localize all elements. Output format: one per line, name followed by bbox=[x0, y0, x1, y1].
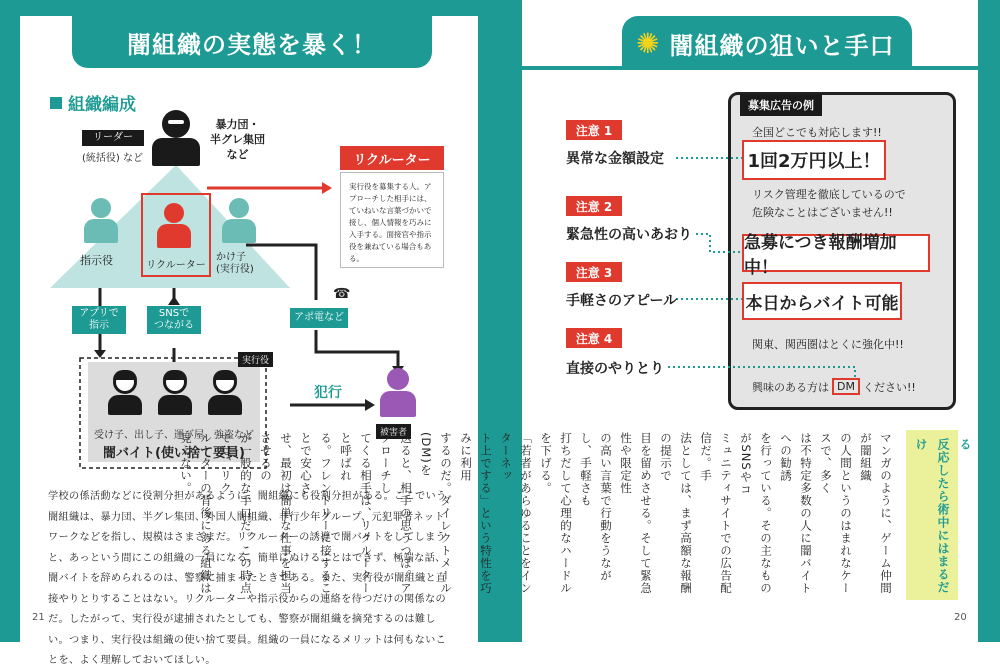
caution-text-3: 手軽さのアピール bbox=[566, 293, 678, 309]
left-body-text: 学校の係活動などに役割分担があるように、闇組織にも役割分担がある。ここでいう闇組織は、暴力団、半グレ集団、外国人闇組織、非行少年グループ、元犯罪者ネットワークなどを指し、規模はさまざまだ。リクルーターの誘導で闇バイトをしてしまうと、あっという間にこの組織の一員になる。簡単にぬけることはできず、極端な話、闇バイトを辞められるのは、警察に捕まったときである。また、実行役が闇組織と直接やりとりすることはない。リクルーターや指示役からの連絡を待つだけの関係なのだ。したがって、実行役が逮捕されたとしても、警察が闇組織を摘発するのは難しい。つまり、実行役は組織の使い捨て要員。組織の一員になるメリットは何もないことを、よく理解しておいてほしい。 bbox=[48, 491, 447, 666]
right-body-text: マンガのように、ゲーム仲間が闇組織 の人間というのはまれなケースで、多く は不特定多数の人に闇バイトへの勧誘 を行っている。その主なものがSNSやコ ミュニティサイトでの広告配信だ。手 法としては、まず高額な報酬の提示で 目を留めさせる。そして緊急性や限定性 の高い言葉で行動をうながし、手軽さも 打ちだして心理的なハードルを下げる。 「若者があらゆることをインターネッ ト上でする」という特性を巧みに利用 するのだ。ダイレクトメール(DM)を 送ると、相手の思うつぼ。アプローチし てくる相手は、リクルーターと呼ばれ る。フレンドリーに接することで安心さ せ、最初は簡単な仕事を担当させるの が一般的な手口だ。この時点では、リク ルーターの背後にある組織は見えない。 bbox=[179, 432, 893, 595]
left-page-title: 闇組織の実態を暴く！ bbox=[127, 30, 377, 59]
caution-text-2: 緊急性の高いあおり bbox=[566, 227, 692, 243]
dm-label: DM bbox=[832, 378, 860, 395]
left-page-number: 21 bbox=[32, 612, 45, 623]
director-label: 指示役 bbox=[80, 254, 113, 267]
caution-text-4: 直接のやりとり bbox=[566, 361, 664, 377]
app-label: アプリで 指示 bbox=[72, 306, 126, 334]
ad-line2: リスク管理を徹底しているので 危険なことはございません!! bbox=[752, 188, 906, 219]
ad-box1: 1回2万円以上！ bbox=[742, 140, 886, 180]
ad-line1: 全国どこでも対応します!! bbox=[752, 126, 882, 139]
yamibaito-label: 闇バイト(使い捨て要員) bbox=[103, 446, 245, 461]
executor-tag: 実行役 bbox=[238, 352, 273, 367]
kakeko-label: かけ子 (実行役) bbox=[216, 252, 254, 275]
crime-label: 犯行 bbox=[314, 385, 342, 401]
ad-title: 募集広告の例 bbox=[740, 94, 822, 116]
victim-label: 被害者 bbox=[376, 424, 411, 439]
apo-label: アポ電など bbox=[290, 308, 348, 328]
leader-label: リーダー bbox=[82, 130, 144, 146]
group-label: 暴力団・ 半グレ集団 など bbox=[210, 118, 265, 161]
caution-text-1: 異常な金額設定 bbox=[566, 151, 664, 167]
ad-line3: 関東、関西圏はとくに強化中!! bbox=[752, 338, 904, 351]
caution-badge-1: 注意 1 bbox=[566, 120, 622, 140]
ad-box2: 急募につき報酬増加中！ bbox=[742, 234, 930, 272]
right-page-number: 20 bbox=[954, 612, 967, 623]
recruiter-callout-desc: 実行役を募集する人。アプローチした相手には、ていねいな言葉づかいで接し、個人情報を巧みに入手する。面接官や指示役を兼ねている場合もある。 bbox=[340, 172, 444, 268]
caution-badge-4: 注意 4 bbox=[566, 328, 622, 348]
roles-text: 受け子、出し子、運び屋、強盗など bbox=[94, 430, 254, 441]
section-heading: 組織編成 bbox=[50, 90, 136, 115]
sun-icon: ✺ bbox=[636, 26, 660, 60]
caution-badge-2: 注意 2 bbox=[566, 196, 622, 216]
note-box-text: SNSでトラップを仕掛ける 反応したら術中にはまるだけ bbox=[914, 438, 994, 594]
leader-sub: (統括役) など bbox=[82, 153, 143, 164]
recruiter-label: リクルーター bbox=[146, 260, 206, 271]
right-page-title: 闇組織の狙いと手口 bbox=[669, 31, 895, 60]
caution-badge-3: 注意 3 bbox=[566, 262, 622, 282]
phone-icon: ☎ bbox=[333, 286, 351, 302]
ad-line4: 興味のある方は DM ください!! bbox=[752, 380, 916, 394]
recruiter-callout-title: リクルーター bbox=[340, 146, 444, 170]
ad-box3: 本日からバイト可能 bbox=[742, 282, 902, 320]
sns-label: SNSで つながる bbox=[147, 306, 201, 334]
